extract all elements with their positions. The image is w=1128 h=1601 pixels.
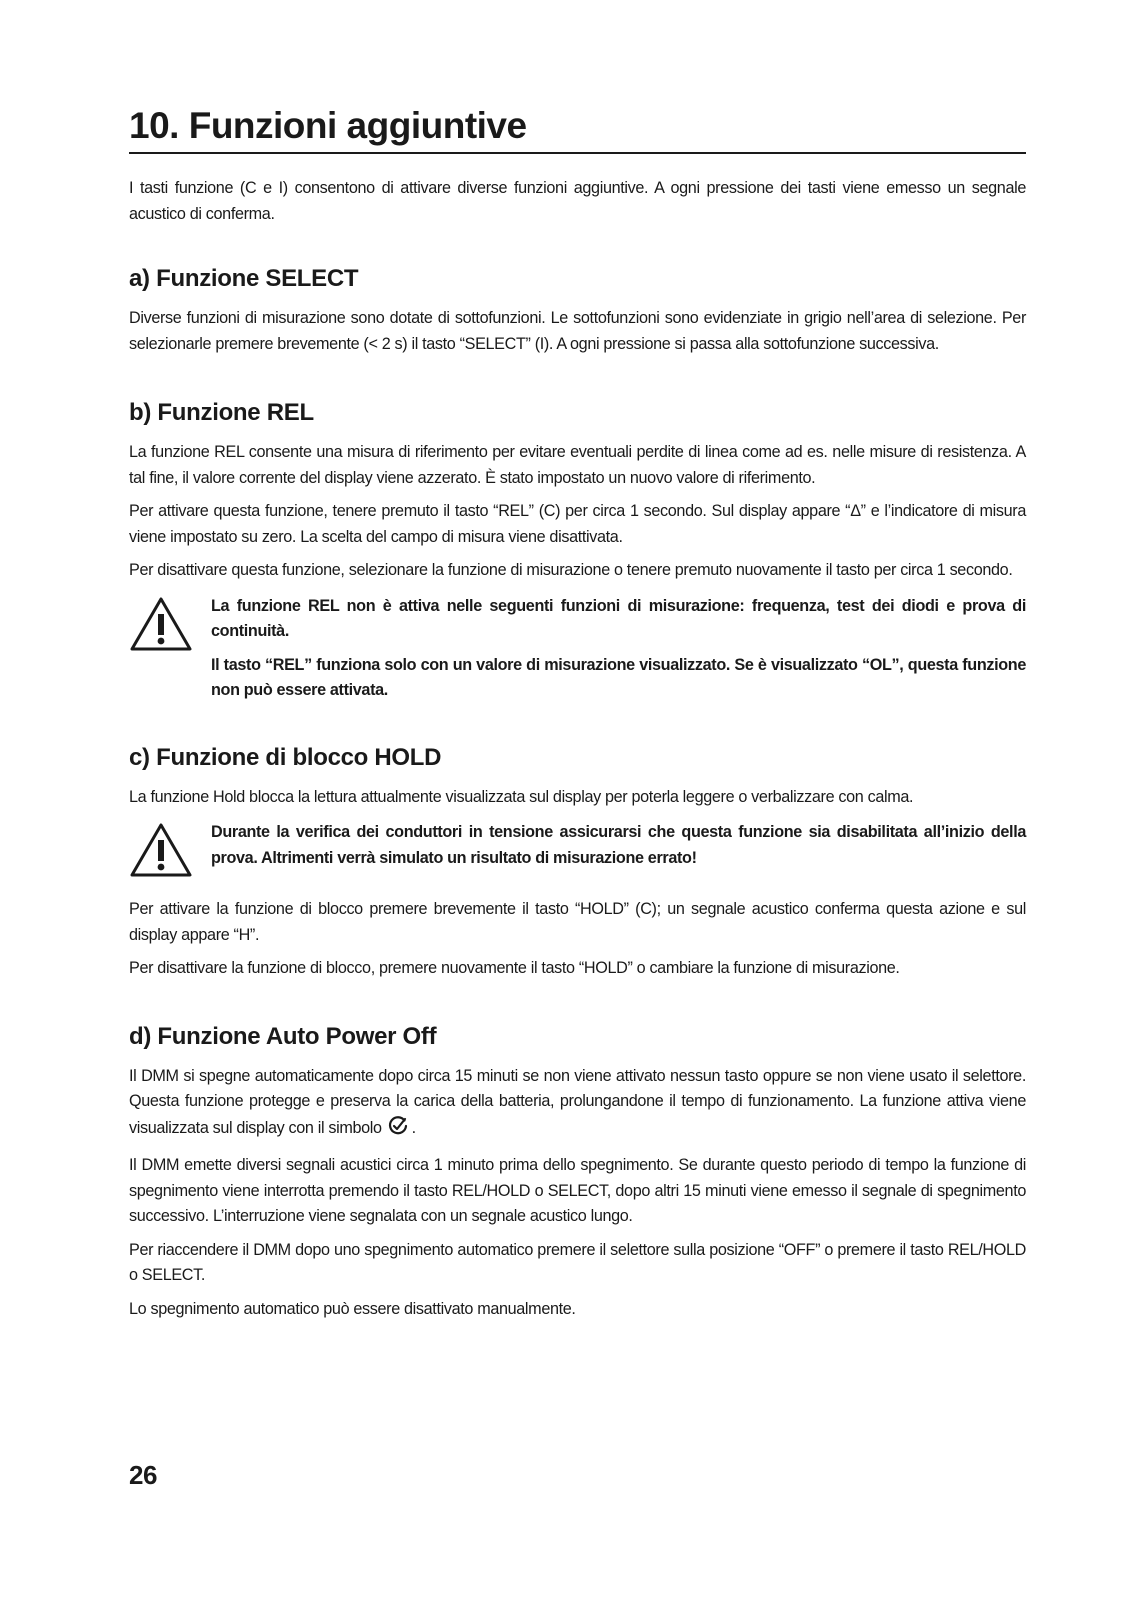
section-hold	[129, 743, 1026, 982]
auto-power-off-icon	[387, 1115, 409, 1146]
warning-text: La funzione REL non è attiva nelle seguenti funzioni di misurazione: frequenza, test dei diodi e prova di continuità.	[211, 596, 1026, 640]
paragraph-text: Il DMM si spegne automaticamente dopo circa 15 minuti se non viene attivato nessun tasto oppure se non viene usato il selettore. Questa funzione protegge e preserva la carica della batteria, prolungandone il tempo di funzionamento. La funzione attiva viene visualizzata sul display con il simbolo	[129, 1066, 1026, 1137]
paragraph: La funzione REL consente una misura di riferimento per evitare eventuali perdite di linea come ad es. nelle misure di resistenza. A tal fine, il valore corrente del display viene azzerato. È stato impostato un nuovo valore di riferimento.	[129, 443, 1026, 487]
page-title: 10. Funzioni aggiuntive	[129, 104, 1026, 154]
section-heading: d) Funzione Auto Power Off	[129, 1022, 437, 1050]
section-heading: c) Funzione di blocco HOLD	[129, 743, 442, 771]
warning-box	[129, 594, 1026, 704]
paragraph: Per disattivare questa funzione, selezionare la funzione di misurazione o tenere premuto nuovamente il tasto per circa 1 secondo.	[129, 561, 1013, 579]
paragraph: Per riaccendere il DMM dopo uno spegnimento automatico premere il selettore sulla posizione “OFF” o premere il tasto REL/HOLD o SELECT.	[129, 1240, 1026, 1284]
section-select	[129, 264, 1026, 357]
warning-triangle-icon	[129, 820, 195, 884]
paragraph: Per disattivare la funzione di blocco, premere nuovamente il tasto “HOLD” o cambiare la funzione di misurazione.	[129, 959, 900, 977]
warning-text: Durante la verifica dei conduttori in tensione assicurarsi che questa funzione sia disabilitata all’inizio della prova. Altrimenti verrà simulato un risultato di misurazione errato!	[211, 823, 1026, 867]
paragraph: Per attivare questa funzione, tenere premuto il tasto “REL” (C) per circa 1 secondo. Sul display appare “Δ” e l’indicatore di misura viene impostato su zero. La scelta del campo di misura viene disattivata.	[129, 502, 1026, 546]
section-heading: b) Funzione REL	[129, 399, 314, 426]
paragraph: Diverse funzioni di misurazione sono dotate di sottofunzioni. Le sottofunzioni sono evidenziate in grigio nell’area di selezione. Per selezionarle premere brevemente (< 2 s) il tasto “SELECT” (I). A ogni pressione si passa alla sottofunzione successiva.	[129, 309, 1026, 353]
page-content	[129, 104, 1026, 1322]
paragraph: Per attivare la funzione di blocco premere brevemente il tasto “HOLD” (C); un segnale acustico conferma questa azione e sul display appare “H”.	[129, 900, 1026, 944]
paragraph-text: .	[411, 1118, 416, 1137]
paragraph	[129, 1064, 1026, 1146]
warning-box	[129, 820, 1026, 884]
warning-triangle-icon	[129, 594, 195, 704]
section-auto-power-off	[129, 1022, 1026, 1323]
warning-text: Il tasto “REL” funziona solo con un valore di misurazione visualizzato. Se è visualizzato “OL”, questa funzione non può essere attivata.	[211, 655, 1026, 699]
paragraph: La funzione Hold blocca la lettura attualmente visualizzata sul display per poterla leggere o verbalizzare con calma.	[129, 787, 914, 806]
page-number: 26	[129, 1460, 157, 1490]
section-heading: a) Funzione SELECT	[129, 265, 359, 292]
section-rel	[129, 398, 1026, 704]
intro-paragraph: I tasti funzione (C e I) consentono di attivare diverse funzioni aggiuntive. A ogni pressione dei tasti viene emesso un segnale acustico di conferma.	[129, 179, 1026, 223]
paragraph: Lo spegnimento automatico può essere disattivato manualmente.	[129, 1299, 576, 1318]
paragraph: Il DMM emette diversi segnali acustici circa 1 minuto prima dello spegnimento. Se durante questo periodo di tempo la funzione di spegnimento viene interrotta premendo il tasto REL/HOLD o SELECT, dopo altri 15 minuti viene emesso il segnale di spegnimento successivo. L’interruzione viene segnalata con un segnale acustico lungo.	[129, 1156, 1026, 1225]
